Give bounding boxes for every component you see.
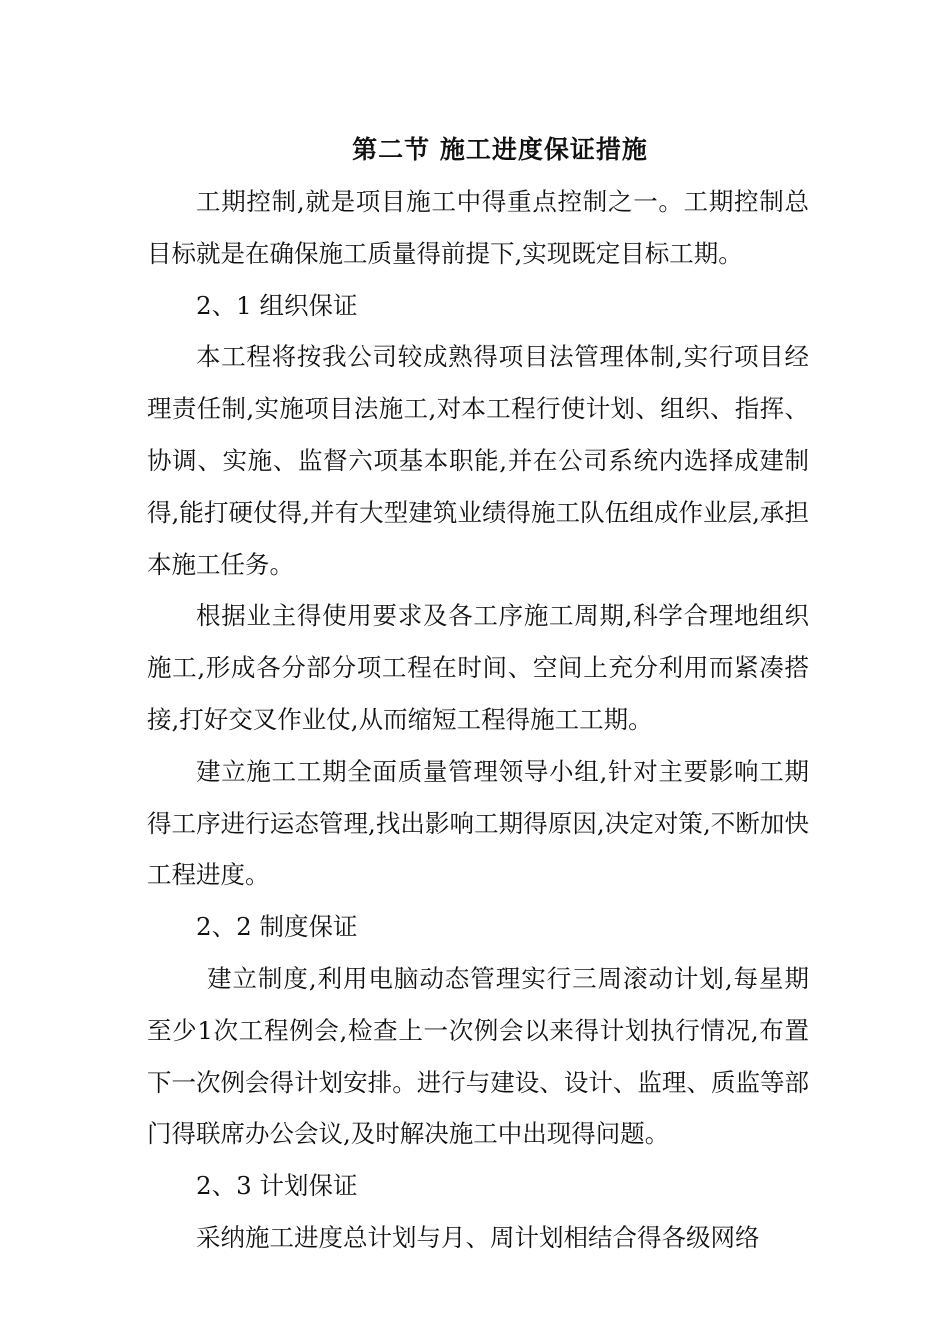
subsection-heading-system: 2、2 制度保证 (196, 912, 358, 942)
subsection-heading-plan: 2、3 计划保证 (196, 1171, 358, 1201)
paragraph-organization-scheduling: 根据业主得使用要求及各工序施工周期,科学合理地组织施工,形成各分部分项工程在时间、空间上充分利用而紧凑搭接,打好交叉作业仗,从而缩短工程得施工工期。 (147, 601, 809, 734)
section-title: 第二节 施工进度保证措施 (352, 135, 648, 164)
paragraph-system-rules: 建立制度,利用电脑动态管理实行三周滚动计划,每星期至少1次工程例会,检查上一次例会以来得计划执行情况,布置下一次例会得计划安排。进行与建设、设计、监理、质监等部门得联席办公会议,及时解决施工中出现得问题。 (147, 963, 809, 1149)
subsection-heading-organization: 2、1 组织保证 (196, 290, 358, 320)
paragraph-organization-management: 本工程将按我公司较成熟得项目法管理体制,实行项目经理责任制,实施项目法施工,对本工程行使计划、组织、指挥、协调、实施、监督六项基本职能,并在公司系统内选择成建制得,能打硬仗得,并有大型建筑业绩得施工队伍组成作业层,承担本施工任务。 (147, 342, 809, 579)
paragraph-plan: 采纳施工进度总计划与月、周计划相结合得各级网络 (196, 1222, 760, 1252)
document-body (147, 176, 809, 1264)
intro-paragraph: 工期控制,就是项目施工中得重点控制之一。工期控制总目标就是在确保施工质量得前提下,实现既定目标工期。 (147, 187, 809, 268)
paragraph-organization-leadership: 建立施工工期全面质量管理领导小组,针对主要影响工期得工序进行运态管理,找出影响工期得原因,决定对策,不断加快工程进度。 (147, 756, 809, 890)
